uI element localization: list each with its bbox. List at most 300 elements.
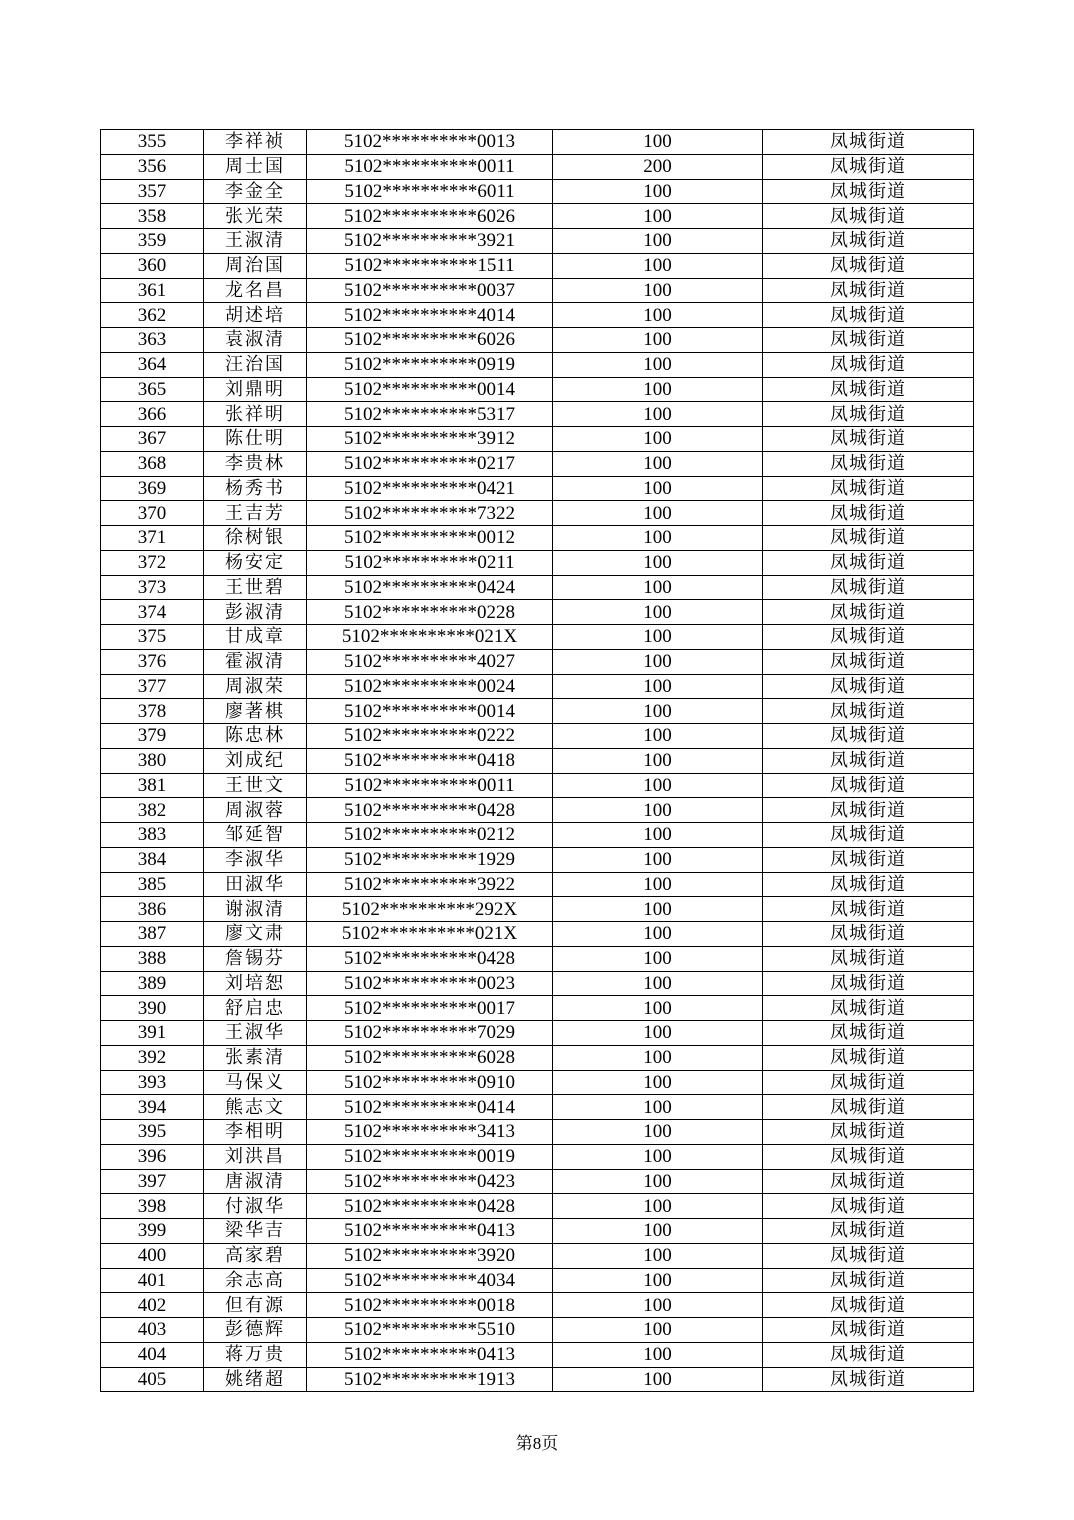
row-number-cell: 403 <box>101 1318 204 1343</box>
name-cell: 唐淑清 <box>204 1169 307 1194</box>
row-number-cell: 384 <box>101 847 204 872</box>
id-number-cell: 5102**********6026 <box>307 204 553 229</box>
row-number-cell: 377 <box>101 674 204 699</box>
table-row <box>101 179 974 204</box>
area-cell: 凤城街道 <box>763 1120 974 1145</box>
area-cell: 凤城街道 <box>763 724 974 749</box>
row-number-cell: 405 <box>101 1367 204 1392</box>
table-row <box>101 1194 974 1219</box>
table-row <box>101 1169 974 1194</box>
row-number-cell: 359 <box>101 229 204 254</box>
row-number-cell: 388 <box>101 946 204 971</box>
table-row <box>101 154 974 179</box>
area-cell: 凤城街道 <box>763 1318 974 1343</box>
amount-cell: 100 <box>553 130 763 155</box>
amount-cell: 200 <box>553 154 763 179</box>
id-number-cell: 5102**********0212 <box>307 823 553 848</box>
area-cell: 凤城街道 <box>763 1169 974 1194</box>
table-row <box>101 1243 974 1268</box>
table-row <box>101 971 974 996</box>
name-cell: 余志高 <box>204 1268 307 1293</box>
amount-cell: 100 <box>553 204 763 229</box>
table-row <box>101 1219 974 1244</box>
name-cell: 王淑清 <box>204 229 307 254</box>
area-cell: 凤城街道 <box>763 1070 974 1095</box>
row-number-cell: 367 <box>101 427 204 452</box>
row-number-cell: 386 <box>101 897 204 922</box>
area-cell: 凤城街道 <box>763 600 974 625</box>
area-cell: 凤城街道 <box>763 204 974 229</box>
area-cell: 凤城街道 <box>763 699 974 724</box>
id-number-cell: 5102**********3912 <box>307 427 553 452</box>
name-cell: 彭德辉 <box>204 1318 307 1343</box>
id-number-cell: 5102**********0014 <box>307 699 553 724</box>
table-row <box>101 1318 974 1343</box>
amount-cell: 100 <box>553 1194 763 1219</box>
id-number-cell: 5102**********0014 <box>307 377 553 402</box>
area-cell: 凤城街道 <box>763 278 974 303</box>
table-row <box>101 1120 974 1145</box>
table-row <box>101 600 974 625</box>
row-number-cell: 383 <box>101 823 204 848</box>
row-number-cell: 380 <box>101 748 204 773</box>
amount-cell: 100 <box>553 476 763 501</box>
table-row <box>101 1367 974 1392</box>
id-number-cell: 5102**********292X <box>307 897 553 922</box>
area-cell: 凤城街道 <box>763 625 974 650</box>
name-cell: 周淑荣 <box>204 674 307 699</box>
amount-cell: 100 <box>553 1367 763 1392</box>
row-number-cell: 376 <box>101 649 204 674</box>
table-row <box>101 1021 974 1046</box>
row-number-cell: 378 <box>101 699 204 724</box>
name-cell: 蒋万贵 <box>204 1342 307 1367</box>
name-cell: 熊志文 <box>204 1095 307 1120</box>
area-cell: 凤城街道 <box>763 823 974 848</box>
id-number-cell: 5102**********4034 <box>307 1268 553 1293</box>
amount-cell: 100 <box>553 229 763 254</box>
id-number-cell: 5102**********0423 <box>307 1169 553 1194</box>
row-number-cell: 401 <box>101 1268 204 1293</box>
area-cell: 凤城街道 <box>763 1194 974 1219</box>
area-cell: 凤城街道 <box>763 352 974 377</box>
id-number-cell: 5102**********5317 <box>307 402 553 427</box>
name-cell: 徐树银 <box>204 526 307 551</box>
area-cell: 凤城街道 <box>763 897 974 922</box>
table-row <box>101 550 974 575</box>
name-cell: 李金全 <box>204 179 307 204</box>
table-row <box>101 996 974 1021</box>
id-number-cell: 5102**********7322 <box>307 501 553 526</box>
row-number-cell: 381 <box>101 773 204 798</box>
id-number-cell: 5102**********3920 <box>307 1243 553 1268</box>
name-cell: 王世碧 <box>204 575 307 600</box>
amount-cell: 100 <box>553 501 763 526</box>
table-row <box>101 352 974 377</box>
name-cell: 杨安定 <box>204 550 307 575</box>
amount-cell: 100 <box>553 946 763 971</box>
id-number-cell: 5102**********1511 <box>307 253 553 278</box>
area-cell: 凤城街道 <box>763 798 974 823</box>
name-cell: 汪治国 <box>204 352 307 377</box>
amount-cell: 100 <box>553 674 763 699</box>
row-number-cell: 370 <box>101 501 204 526</box>
id-number-cell: 5102**********0413 <box>307 1342 553 1367</box>
table-row <box>101 1268 974 1293</box>
table-row <box>101 649 974 674</box>
row-number-cell: 400 <box>101 1243 204 1268</box>
roster-body <box>101 130 974 1392</box>
area-cell: 凤城街道 <box>763 1367 974 1392</box>
row-number-cell: 390 <box>101 996 204 1021</box>
id-number-cell: 5102**********3922 <box>307 872 553 897</box>
amount-cell: 100 <box>553 748 763 773</box>
name-cell: 高家碧 <box>204 1243 307 1268</box>
amount-cell: 100 <box>553 798 763 823</box>
amount-cell: 100 <box>553 1045 763 1070</box>
table-row <box>101 897 974 922</box>
amount-cell: 100 <box>553 1169 763 1194</box>
id-number-cell: 5102**********0037 <box>307 278 553 303</box>
area-cell: 凤城街道 <box>763 526 974 551</box>
name-cell: 霍淑清 <box>204 649 307 674</box>
amount-cell: 100 <box>553 328 763 353</box>
name-cell: 廖文肃 <box>204 922 307 947</box>
area-cell: 凤城街道 <box>763 303 974 328</box>
row-number-cell: 385 <box>101 872 204 897</box>
page-number: 第8页 <box>515 1434 559 1453</box>
id-number-cell: 5102**********4014 <box>307 303 553 328</box>
row-number-cell: 395 <box>101 1120 204 1145</box>
amount-cell: 100 <box>553 1293 763 1318</box>
area-cell: 凤城街道 <box>763 1268 974 1293</box>
name-cell: 马保义 <box>204 1070 307 1095</box>
row-number-cell: 404 <box>101 1342 204 1367</box>
table-row <box>101 625 974 650</box>
id-number-cell: 5102**********0414 <box>307 1095 553 1120</box>
area-cell: 凤城街道 <box>763 1342 974 1367</box>
name-cell: 彭淑清 <box>204 600 307 625</box>
amount-cell: 100 <box>553 550 763 575</box>
amount-cell: 100 <box>553 649 763 674</box>
name-cell: 李相明 <box>204 1120 307 1145</box>
name-cell: 但有源 <box>204 1293 307 1318</box>
name-cell: 张祥明 <box>204 402 307 427</box>
id-number-cell: 5102**********0011 <box>307 773 553 798</box>
row-number-cell: 369 <box>101 476 204 501</box>
area-cell: 凤城街道 <box>763 427 974 452</box>
area-cell: 凤城街道 <box>763 1021 974 1046</box>
row-number-cell: 391 <box>101 1021 204 1046</box>
name-cell: 周士国 <box>204 154 307 179</box>
amount-cell: 100 <box>553 1070 763 1095</box>
name-cell: 刘培恕 <box>204 971 307 996</box>
id-number-cell: 5102**********021X <box>307 625 553 650</box>
area-cell: 凤城街道 <box>763 971 974 996</box>
area-cell: 凤城街道 <box>763 1045 974 1070</box>
table-row <box>101 922 974 947</box>
row-number-cell: 360 <box>101 253 204 278</box>
row-number-cell: 357 <box>101 179 204 204</box>
table-row <box>101 1045 974 1070</box>
table-row <box>101 823 974 848</box>
name-cell: 杨秀书 <box>204 476 307 501</box>
amount-cell: 100 <box>553 724 763 749</box>
name-cell: 邹延智 <box>204 823 307 848</box>
id-number-cell: 5102**********0421 <box>307 476 553 501</box>
table-row <box>101 451 974 476</box>
name-cell: 梁华吉 <box>204 1219 307 1244</box>
name-cell: 王世文 <box>204 773 307 798</box>
area-cell: 凤城街道 <box>763 674 974 699</box>
name-cell: 胡述培 <box>204 303 307 328</box>
area-cell: 凤城街道 <box>763 1243 974 1268</box>
id-number-cell: 5102**********0919 <box>307 352 553 377</box>
area-cell: 凤城街道 <box>763 575 974 600</box>
amount-cell: 100 <box>553 625 763 650</box>
amount-cell: 100 <box>553 179 763 204</box>
amount-cell: 100 <box>553 600 763 625</box>
amount-cell: 100 <box>553 847 763 872</box>
table-row <box>101 1095 974 1120</box>
table-row <box>101 724 974 749</box>
table-row <box>101 328 974 353</box>
id-number-cell: 5102**********4027 <box>307 649 553 674</box>
name-cell: 姚绪超 <box>204 1367 307 1392</box>
row-number-cell: 366 <box>101 402 204 427</box>
area-cell: 凤城街道 <box>763 996 974 1021</box>
row-number-cell: 382 <box>101 798 204 823</box>
id-number-cell: 5102**********3921 <box>307 229 553 254</box>
amount-cell: 100 <box>553 1318 763 1343</box>
table-row <box>101 427 974 452</box>
row-number-cell: 379 <box>101 724 204 749</box>
name-cell: 周治国 <box>204 253 307 278</box>
row-number-cell: 373 <box>101 575 204 600</box>
area-cell: 凤城街道 <box>763 872 974 897</box>
name-cell: 田淑华 <box>204 872 307 897</box>
id-number-cell: 5102**********021X <box>307 922 553 947</box>
area-cell: 凤城街道 <box>763 402 974 427</box>
name-cell: 甘成章 <box>204 625 307 650</box>
amount-cell: 100 <box>553 823 763 848</box>
area-cell: 凤城街道 <box>763 922 974 947</box>
id-number-cell: 5102**********0228 <box>307 600 553 625</box>
amount-cell: 100 <box>553 773 763 798</box>
row-number-cell: 355 <box>101 130 204 155</box>
table-row <box>101 377 974 402</box>
name-cell: 刘洪昌 <box>204 1144 307 1169</box>
area-cell: 凤城街道 <box>763 130 974 155</box>
area-cell: 凤城街道 <box>763 154 974 179</box>
table-row <box>101 501 974 526</box>
area-cell: 凤城街道 <box>763 1293 974 1318</box>
name-cell: 陈仕明 <box>204 427 307 452</box>
name-cell: 张光荣 <box>204 204 307 229</box>
row-number-cell: 397 <box>101 1169 204 1194</box>
id-number-cell: 5102**********0211 <box>307 550 553 575</box>
table-row <box>101 946 974 971</box>
row-number-cell: 394 <box>101 1095 204 1120</box>
amount-cell: 100 <box>553 253 763 278</box>
area-cell: 凤城街道 <box>763 1219 974 1244</box>
id-number-cell: 5102**********0019 <box>307 1144 553 1169</box>
id-number-cell: 5102**********1929 <box>307 847 553 872</box>
amount-cell: 100 <box>553 1120 763 1145</box>
id-number-cell: 5102**********6026 <box>307 328 553 353</box>
id-number-cell: 5102**********6011 <box>307 179 553 204</box>
name-cell: 舒启忠 <box>204 996 307 1021</box>
row-number-cell: 399 <box>101 1219 204 1244</box>
table-row <box>101 229 974 254</box>
area-cell: 凤城街道 <box>763 377 974 402</box>
id-number-cell: 5102**********0428 <box>307 1194 553 1219</box>
row-number-cell: 393 <box>101 1070 204 1095</box>
amount-cell: 100 <box>553 699 763 724</box>
id-number-cell: 5102**********0222 <box>307 724 553 749</box>
table-row <box>101 872 974 897</box>
table-row <box>101 476 974 501</box>
row-number-cell: 362 <box>101 303 204 328</box>
table-row <box>101 526 974 551</box>
area-cell: 凤城街道 <box>763 328 974 353</box>
table-row <box>101 1342 974 1367</box>
amount-cell: 100 <box>553 278 763 303</box>
area-cell: 凤城街道 <box>763 501 974 526</box>
amount-cell: 100 <box>553 1144 763 1169</box>
amount-cell: 100 <box>553 996 763 1021</box>
id-number-cell: 5102**********0217 <box>307 451 553 476</box>
amount-cell: 100 <box>553 402 763 427</box>
row-number-cell: 361 <box>101 278 204 303</box>
name-cell: 李祥祯 <box>204 130 307 155</box>
area-cell: 凤城街道 <box>763 748 974 773</box>
name-cell: 王淑华 <box>204 1021 307 1046</box>
id-number-cell: 5102**********0413 <box>307 1219 553 1244</box>
row-number-cell: 358 <box>101 204 204 229</box>
amount-cell: 100 <box>553 922 763 947</box>
amount-cell: 100 <box>553 1342 763 1367</box>
table-row <box>101 253 974 278</box>
table-row <box>101 303 974 328</box>
name-cell: 李淑华 <box>204 847 307 872</box>
amount-cell: 100 <box>553 1021 763 1046</box>
area-cell: 凤城街道 <box>763 179 974 204</box>
row-number-cell: 371 <box>101 526 204 551</box>
row-number-cell: 364 <box>101 352 204 377</box>
amount-cell: 100 <box>553 427 763 452</box>
amount-cell: 100 <box>553 897 763 922</box>
id-number-cell: 5102**********0418 <box>307 748 553 773</box>
area-cell: 凤城街道 <box>763 550 974 575</box>
amount-cell: 100 <box>553 1243 763 1268</box>
name-cell: 李贵林 <box>204 451 307 476</box>
row-number-cell: 375 <box>101 625 204 650</box>
amount-cell: 100 <box>553 971 763 996</box>
table-row <box>101 847 974 872</box>
id-number-cell: 5102**********0012 <box>307 526 553 551</box>
id-number-cell: 5102**********0018 <box>307 1293 553 1318</box>
table-row <box>101 1144 974 1169</box>
amount-cell: 100 <box>553 303 763 328</box>
table-row <box>101 773 974 798</box>
roster-table <box>100 129 974 1392</box>
area-cell: 凤城街道 <box>763 253 974 278</box>
row-number-cell: 387 <box>101 922 204 947</box>
id-number-cell: 5102**********0910 <box>307 1070 553 1095</box>
row-number-cell: 368 <box>101 451 204 476</box>
table-row <box>101 798 974 823</box>
id-number-cell: 5102**********0023 <box>307 971 553 996</box>
area-cell: 凤城街道 <box>763 1095 974 1120</box>
amount-cell: 100 <box>553 451 763 476</box>
name-cell: 刘鼎明 <box>204 377 307 402</box>
table-row <box>101 1070 974 1095</box>
row-number-cell: 363 <box>101 328 204 353</box>
id-number-cell: 5102**********0011 <box>307 154 553 179</box>
name-cell: 王吉芳 <box>204 501 307 526</box>
area-cell: 凤城街道 <box>763 1144 974 1169</box>
table-row <box>101 699 974 724</box>
row-number-cell: 372 <box>101 550 204 575</box>
amount-cell: 100 <box>553 1095 763 1120</box>
name-cell: 周淑蓉 <box>204 798 307 823</box>
table-row <box>101 748 974 773</box>
amount-cell: 100 <box>553 1268 763 1293</box>
row-number-cell: 398 <box>101 1194 204 1219</box>
name-cell: 龙名昌 <box>204 278 307 303</box>
row-number-cell: 396 <box>101 1144 204 1169</box>
row-number-cell: 365 <box>101 377 204 402</box>
name-cell: 陈忠林 <box>204 724 307 749</box>
id-number-cell: 5102**********0024 <box>307 674 553 699</box>
row-number-cell: 356 <box>101 154 204 179</box>
id-number-cell: 5102**********0424 <box>307 575 553 600</box>
area-cell: 凤城街道 <box>763 476 974 501</box>
name-cell: 袁淑清 <box>204 328 307 353</box>
id-number-cell: 5102**********3413 <box>307 1120 553 1145</box>
row-number-cell: 374 <box>101 600 204 625</box>
table-row <box>101 402 974 427</box>
table-row <box>101 204 974 229</box>
area-cell: 凤城街道 <box>763 946 974 971</box>
id-number-cell: 5102**********0428 <box>307 946 553 971</box>
amount-cell: 100 <box>553 352 763 377</box>
name-cell: 张素清 <box>204 1045 307 1070</box>
table-row <box>101 575 974 600</box>
id-number-cell: 5102**********7029 <box>307 1021 553 1046</box>
amount-cell: 100 <box>553 1219 763 1244</box>
id-number-cell: 5102**********0017 <box>307 996 553 1021</box>
amount-cell: 100 <box>553 526 763 551</box>
row-number-cell: 392 <box>101 1045 204 1070</box>
amount-cell: 100 <box>553 872 763 897</box>
table-row <box>101 130 974 155</box>
area-cell: 凤城街道 <box>763 847 974 872</box>
amount-cell: 100 <box>553 575 763 600</box>
name-cell: 付淑华 <box>204 1194 307 1219</box>
name-cell: 谢淑清 <box>204 897 307 922</box>
id-number-cell: 5102**********5510 <box>307 1318 553 1343</box>
row-number-cell: 389 <box>101 971 204 996</box>
id-number-cell: 5102**********0428 <box>307 798 553 823</box>
area-cell: 凤城街道 <box>763 649 974 674</box>
amount-cell: 100 <box>553 377 763 402</box>
area-cell: 凤城街道 <box>763 773 974 798</box>
table-row <box>101 278 974 303</box>
id-number-cell: 5102**********1913 <box>307 1367 553 1392</box>
area-cell: 凤城街道 <box>763 229 974 254</box>
